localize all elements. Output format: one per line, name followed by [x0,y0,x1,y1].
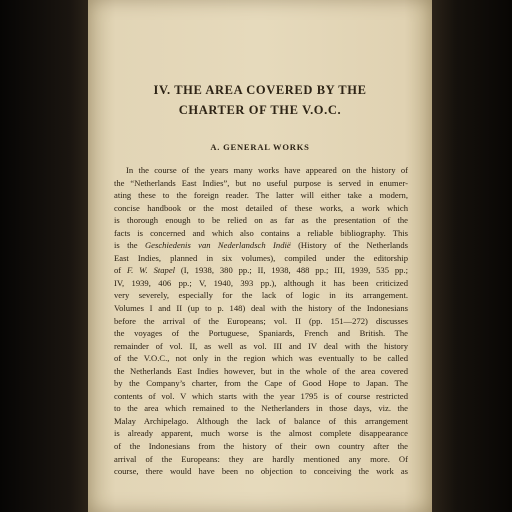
chapter-title [88,80,432,120]
text-line: the voyages of the Portuguese, Spaniards, French and British. The [114,328,408,339]
text-line: of the Indonesians from the history of their own country after the [114,441,408,452]
text-line: the “Netherlands East Indies”, but no useful purpose is served in enumer- [114,177,408,188]
text-line: is thorough enough to be relied on as far as the presentation of the [114,215,408,226]
text-line: concise handbook or the most detailed of these works, a work which [114,202,408,213]
text-line: course, there would have been no objection to conceiving the work as [114,466,408,477]
text-line: IV, 1939, 406 pp.; V, 1940, 393 pp.), although it has been criticized [114,277,408,288]
text-line: is the Geschiedenis van Nederlandsch Indië (History of the Netherlands [114,240,408,251]
text-line: very severely, especially for the lack of logic in its arrangement. [114,290,408,301]
chapter-title-line-2: CHARTER OF THE V.O.C. [178,103,342,117]
text-line: East Indies, planned in six volumes), compiled under the editorship [114,252,408,263]
text-line: is already apparent, much worse is the almost complete disappearance [114,428,408,439]
text-line: of the V.O.C., not only in the region which was eventually to be called [114,353,408,364]
book-page [88,0,432,512]
text-line: remainder of vol. II, as well as vol. III and IV deal with the history [114,340,408,351]
text-line: before the arrival of the Europeans; vol. II (pp. 151—272) discusses [114,315,408,326]
text-line: facts is concerned and which also contains a reliable bibliography. This [114,227,408,238]
text-line: Volumes I and II (up to p. 148) deal with the history of the Indonesians [114,303,408,314]
section-title: A. GENERAL WORKS [210,142,310,152]
text-line: contents of vol. V which starts with the year 1795 is of course restricted [114,390,408,401]
text-line: the Netherlands East Indies however, but in the whole of the area covered [114,365,408,376]
text-line: ating these to the foreign reader. The latter will either take a modern, [114,190,408,201]
background-right [432,0,512,512]
text-line: Malay Archipelago. Although the lack of balance of this arrangement [114,415,408,426]
body-paragraph [114,164,408,478]
chapter-title-line-1: IV. THE AREA COVERED BY THE [153,83,367,97]
text-line: of F. W. Stapel (I, 1938, 380 pp.; II, 1938, 488 pp.; III, 1939, 535 pp.; [114,265,408,276]
background-left [0,0,88,512]
text-line: arrival of the Europeans: they are hardly mentioned any more. Of [114,453,408,464]
text-line: by the Company’s charter, from the Cape of Good Hope to Japan. The [114,378,408,389]
text-line: to the area which remained to the Netherlanders in those days, viz. the [114,403,408,414]
text-line: In the course of the years many works have appeared on the history of [126,165,408,175]
